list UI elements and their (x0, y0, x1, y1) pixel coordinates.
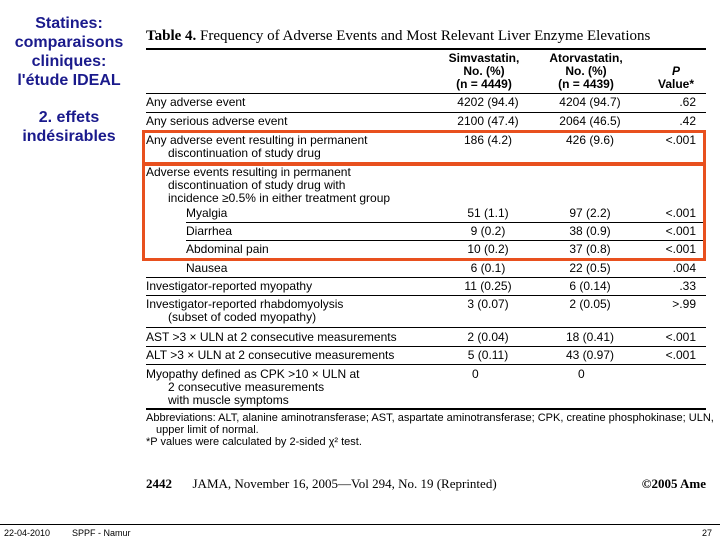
header-p-value (648, 65, 704, 91)
cell-p-value: <.001 (665, 242, 696, 256)
cell-p-value: .33 (679, 279, 696, 293)
cell-p-value: .42 (679, 114, 696, 128)
slide-page-number: 27 (702, 528, 713, 538)
slide-title-line: comparaisons (14, 34, 124, 51)
cell-simvastatin: 10 (0.2) (467, 242, 509, 256)
cell-simvastatin: 5 (0.11) (467, 348, 509, 362)
header-text: No. (%) (463, 64, 505, 78)
row-label-line: discontinuation of study drug (168, 146, 321, 160)
row-label (146, 368, 359, 407)
slide-date: 22-04-2010 (4, 528, 51, 538)
header-simvastatin (438, 52, 530, 91)
header-text: Value* (657, 77, 695, 91)
cell-simvastatin: 51 (1.1) (467, 206, 509, 220)
row-label-line: Investigator-reported rhabdomyolysis (146, 297, 344, 311)
table-number: Table 4. (146, 28, 197, 44)
cell-p-value: <.001 (665, 348, 696, 362)
cell-atorvastatin: 22 (0.5) (569, 261, 611, 275)
row-label-line: with muscle symptoms (168, 393, 289, 407)
highlight-box-specific-events (142, 163, 706, 261)
cell-atorvastatin: 37 (0.8) (569, 242, 611, 256)
cell-p-value: <.001 (665, 206, 696, 220)
header-text: (n = 4449) (456, 77, 512, 91)
header-rule (146, 93, 706, 94)
row-rule (146, 346, 706, 347)
cell-atorvastatin: 0 (578, 367, 585, 381)
cell-atorvastatin: 6 (0.14) (569, 279, 611, 293)
footnote-line: Abbreviations: ALT, alanine aminotransferase; AST, aspartate aminotransferase; CPK, creatine phosphokinase; ULN, (146, 412, 714, 424)
footer-rule (0, 524, 720, 525)
cell-p-value: <.001 (665, 224, 696, 238)
row-label-line: incidence ≥0.5% in either treatment group (168, 191, 391, 205)
slide-title-line: l'étude IDEAL (17, 72, 121, 89)
row-rule (146, 295, 706, 296)
cell-p-value: <.001 (665, 330, 696, 344)
cell-simvastatin: 0 (472, 367, 479, 381)
cell-simvastatin: 3 (0.07) (467, 297, 509, 311)
cell-simvastatin: 6 (0.1) (470, 261, 506, 275)
slide-subtitle-line: indésirables (22, 128, 116, 145)
header-text: (n = 4439) (558, 77, 614, 91)
row-label-line: Adverse events resulting in permanent (146, 165, 351, 179)
table-footnote (146, 412, 714, 448)
cell-simvastatin: 2 (0.04) (467, 330, 509, 344)
row-label-line: discontinuation of study drug with (168, 178, 346, 192)
cell-simvastatin: 186 (4.2) (463, 133, 513, 147)
row-rule (146, 327, 706, 328)
cell-atorvastatin: 4204 (94.7) (559, 95, 621, 109)
row-label-line: (subset of coded myopathy) (168, 310, 317, 324)
cell-simvastatin: 11 (0.25) (464, 279, 512, 293)
row-label (146, 298, 343, 324)
row-label: Any serious adverse event (146, 114, 288, 128)
row-label: Myalgia (186, 206, 228, 220)
cell-atorvastatin: 97 (2.2) (569, 206, 611, 220)
cell-simvastatin: 4202 (94.4) (457, 95, 519, 109)
highlight-box-discontinuation (142, 130, 706, 165)
cell-atorvastatin: 2064 (46.5) (559, 114, 621, 128)
header-atorvastatin (540, 52, 632, 91)
row-label: Nausea (186, 261, 228, 275)
cell-simvastatin: 9 (0.2) (470, 224, 506, 238)
cell-atorvastatin: 2 (0.05) (569, 297, 611, 311)
row-label-line: Any adverse event resulting in permanent (146, 133, 368, 147)
cell-p-value: .62 (679, 95, 696, 109)
header-text: No. (%) (565, 64, 607, 78)
table-title (146, 28, 650, 45)
journal-copyright: ©2005 Ame (641, 476, 706, 491)
row-label: Any adverse event (146, 95, 246, 109)
header-text: Atorvastatin, (549, 51, 623, 65)
slide-subtitle-line: 2. effets (38, 109, 100, 126)
row-rule (146, 112, 706, 113)
cell-p-value: >.99 (672, 297, 696, 311)
slide-title (2, 14, 136, 146)
row-rule (146, 364, 706, 365)
row-label: Investigator-reported myopathy (146, 279, 313, 293)
cell-atorvastatin: 38 (0.9) (569, 224, 611, 238)
adverse-events-table (142, 0, 714, 500)
row-rule (146, 277, 706, 278)
cell-atorvastatin: 18 (0.41) (565, 330, 615, 344)
cell-simvastatin: 2100 (47.4) (457, 114, 519, 128)
journal-footer (146, 476, 706, 492)
row-label-line: Myopathy defined as CPK >10 × ULN at (146, 367, 360, 381)
table-bottom-rule (146, 408, 706, 410)
row-label: ALT >3 × ULN at 2 consecutive measurements (146, 348, 395, 362)
cell-p-value: .004 (672, 261, 696, 275)
row-label: AST >3 × ULN at 2 consecutive measurements (146, 330, 397, 344)
journal-page-number: 2442 (146, 476, 172, 491)
cell-atorvastatin: 426 (9.6) (565, 133, 615, 147)
header-text: Simvastatin, (448, 51, 520, 65)
table-caption: Frequency of Adverse Events and Most Relevant Liver Enzyme Elevations (196, 28, 651, 44)
table-top-rule (146, 48, 706, 50)
slide-organization: SPPF - Namur (72, 528, 131, 538)
slide-title-line: cliniques: (31, 53, 107, 70)
row-label-line: 2 consecutive measurements (168, 380, 325, 394)
cell-p-value: <.001 (665, 133, 696, 147)
row-label: Abdominal pain (186, 242, 269, 256)
footnote-line: *P values were calculated by 2-sided χ² test. (146, 436, 362, 448)
cell-atorvastatin: 43 (0.97) (565, 348, 615, 362)
journal-citation: JAMA, November 16, 2005—Vol 294, No. 19 (Reprinted) (192, 476, 497, 491)
slide-title-line: Statines: (35, 15, 103, 32)
row-label: Diarrhea (186, 224, 233, 238)
header-text: P (671, 64, 680, 78)
footnote-line: upper limit of normal. (156, 424, 259, 436)
